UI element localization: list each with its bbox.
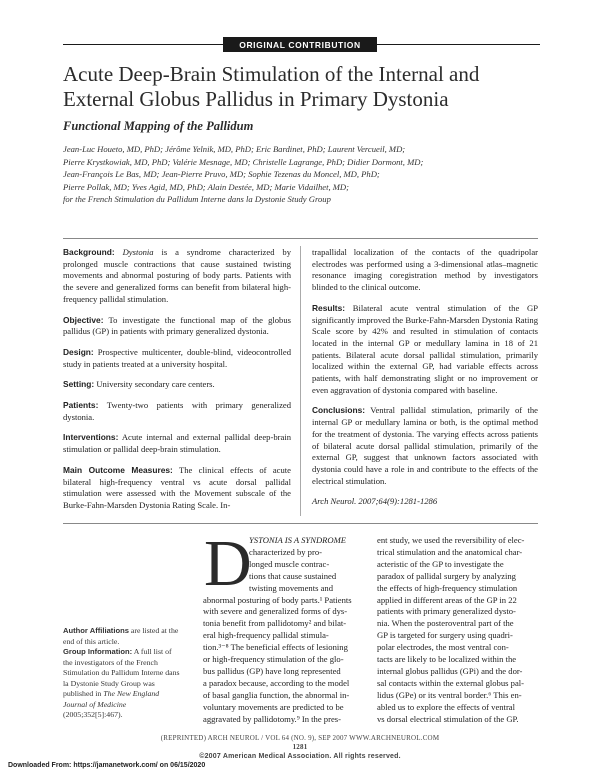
author-affiliations-note	[63, 626, 181, 721]
body-line: YSTONIA IS A SYNDROME	[249, 535, 347, 545]
footer-page-number: 1281	[292, 743, 308, 751]
body-line: vs dorsal electrical stimulation of the GP.	[377, 713, 519, 724]
author-line: for the French Stimulation du Pallidum Interne dans la Dystonie Study Group	[63, 194, 331, 205]
body-line: patients with primary generalized dysto-	[377, 606, 516, 617]
group-information-note: Group Information: A full list of the investigators of the French Stimulation du Pallidum Interne dans la Dystonie Study Group was published in The New England Journal of Medicine (2005;352[5]:467).	[63, 647, 180, 719]
abstract-results: Results: Bilateral acute ventral stimulation of the GP significantly improved the Burke-Fahn-Marsden Dystonia Rating Scale score by 42% and resulted in stimulation of contacts located in the internal GP or medullary lamina in 18 of 21 patients. Bilateral acute dorsal pallidal stimulation, primarily localized within the external GP, had variable effects across patients, with half demonstrating slight or no improvement or even aggravation of dystonia compared with baseline.	[312, 302, 538, 395]
author-line: Pierre Krystkowiak, MD, PhD; Valérie Mesnage, MD; Christelle Lagrange, PhD; Didier Dormont, MD;	[63, 156, 424, 167]
body-line: trical stimulation and the anatomical char-	[377, 546, 523, 557]
body-line: internal globus pallidus (GPi) and the dor-	[377, 665, 523, 676]
footer-journal-line: (REPRINTED) ARCH NEUROL / VOL 64 (NO. 9), SEP 2007 WWW.ARCHNEUROL.COM	[160, 734, 440, 742]
body-line: tonia benefit from pallidotomy² and bilat-	[203, 618, 347, 629]
body-line: tions that cause sustained	[249, 570, 337, 581]
author-line: Jean-Luc Houeto, MD, PhD; Jérôme Yelnik, MD, PhD; Eric Bardinet, PhD; Laurent Vercueil, MD;	[63, 144, 406, 154]
abstract-interventions: Interventions: Acute internal and external pallidal deep-brain stimulation or pallidal deep-brain stimulation.	[63, 432, 291, 455]
body-line: tion.³⁻⁸ The beneficial effects of lesioning	[203, 642, 348, 653]
body-line: paradox of pallidal surgery by analyzing	[377, 570, 516, 581]
body-line: or high-frequency stimulation of the glo-	[203, 654, 344, 665]
abstract-citation: Arch Neurol. 2007;64(9):1281-1286	[312, 496, 438, 507]
body-line: acteristic of the GP to investigate the	[377, 558, 504, 569]
abstract-background: Background: Dystonia is a syndrome characterized by prolonged muscle contractions that cause sustained twisting movements and abnormal posturing of body parts. Patients with the severe and generalized forms can benefit from bilateral high-frequency pallidal stimulation.	[63, 247, 291, 304]
banner-rule-left	[63, 44, 223, 45]
affiliations-note: Author Affiliations are listed at the end of this article.	[63, 626, 179, 646]
body-line: of basal ganglia function, the abnormal in-	[203, 689, 350, 700]
abstract-right-column	[312, 247, 538, 517]
section-banner: ORIGINAL CONTRIBUTION	[223, 37, 377, 52]
abstract-conclusions: Conclusions: Ventral pallidal stimulation, primarily of the internal GP or medullary lamina or both, is the optimal method for the treatment of dystonia. The varying effects across patients of bilateral acute dorsal pallidal stimulation, primarily of the external GP, suggest that unknown factors associated with dystonia could have a role in and contribute to the effects of the electrical stimulation.	[312, 405, 538, 486]
body-line: aggravated by pallidotomy.⁹ In the pres-	[203, 713, 341, 724]
body-line: lidus (GPe) or its ventral border.⁶ This en-	[377, 689, 522, 700]
body-line: characterized by pro-	[249, 546, 323, 557]
body-line: sal contacts within the external globus pal-	[377, 677, 525, 688]
body-column-1	[203, 527, 371, 726]
abstract-patients: Patients: Twenty-two patients with primary generalized dystonia.	[63, 400, 291, 422]
abstract-bottom-rule	[63, 523, 538, 524]
body-line: longed muscle contrac-	[249, 558, 330, 569]
body-line: polar electrodes, the most ventral con-	[377, 642, 509, 653]
abstract-setting: Setting: University secondary care centers.	[63, 379, 215, 390]
body-line: voluntary movements are predicted to be	[203, 701, 344, 712]
footer-copyright: ©2007 American Medical Association. All rights reserved.	[199, 753, 401, 760]
banner-rule-right	[377, 44, 540, 45]
body-line: bus pallidus (GP) have long represented	[203, 665, 341, 676]
body-line: abled us to explore the effects of ventral	[377, 701, 516, 712]
author-line: Jean-François Le Bas, MD; Jean-Pierre Pruvo, MD; Sophie Tezenas du Moncel, MD, PhD;	[63, 169, 380, 180]
abstract-outcome-measures-cont: trapallidal localization of the contacts of the quadripolar electrodes was performed using a 3-dimensional atlas–magnetic resonance imaging coregistration method by investigators blinded to the clinical outcome.	[312, 247, 538, 293]
download-notice: Downloaded From: https://jamanetwork.com/ on 06/15/2020	[8, 762, 206, 769]
article-title: Acute Deep-Brain Stimulation of the Internal and External Globus Pallidus in Primary Dystonia	[63, 62, 480, 111]
body-line: a paradox because, according to the model	[203, 677, 350, 688]
author-line: Pierre Pollak, MD; Yves Agid, MD, PhD; Alain Destée, MD; Marie Vidailhet, MD;	[63, 181, 350, 192]
body-line: applied in different areas of the GP in 22	[377, 594, 517, 605]
body-line: tacts are likely to be localized within the	[377, 654, 517, 665]
body-line: GP is targeted for surgery using quadri-	[377, 630, 513, 641]
body-line: eral high-frequency pallidal stimula-	[203, 630, 329, 641]
abstract-left-column	[63, 247, 291, 521]
body-line: twisting movements and	[249, 582, 334, 593]
body-column-2	[377, 535, 542, 726]
body-line: with severe and generalized forms of dys-	[203, 606, 348, 617]
abstract-top-rule	[63, 238, 538, 239]
body-line: the effects of high-frequency stimulation	[377, 582, 518, 593]
body-line: abnormal posturing of body parts.¹ Patients	[203, 594, 352, 605]
body-line: ent study, we used the reversibility of elec-	[377, 535, 525, 545]
abstract-design: Design: Prospective multicenter, double-blind, videocontrolled study in patients treated at a university hospital.	[63, 346, 291, 369]
abstract-outcome-measures: Main Outcome Measures: The clinical effects of acute bilateral high-frequency ventral vs acute dorsal pallidal stimulation were assessed with the Movement subscale of the Burke-Fahn-Marsden Dystonia Rating Scale. In-	[63, 464, 291, 510]
drop-cap: D	[204, 527, 252, 600]
author-list	[63, 143, 533, 206]
article-subtitle: Functional Mapping of the Pallidum	[63, 119, 254, 133]
body-line: nia. When the posteroventral part of the	[377, 618, 514, 629]
abstract-column-divider	[300, 246, 301, 516]
abstract-objective: Objective: To investigate the functional map of the globus pallidus (GP) in patients with primary generalized dystonia.	[63, 314, 291, 337]
